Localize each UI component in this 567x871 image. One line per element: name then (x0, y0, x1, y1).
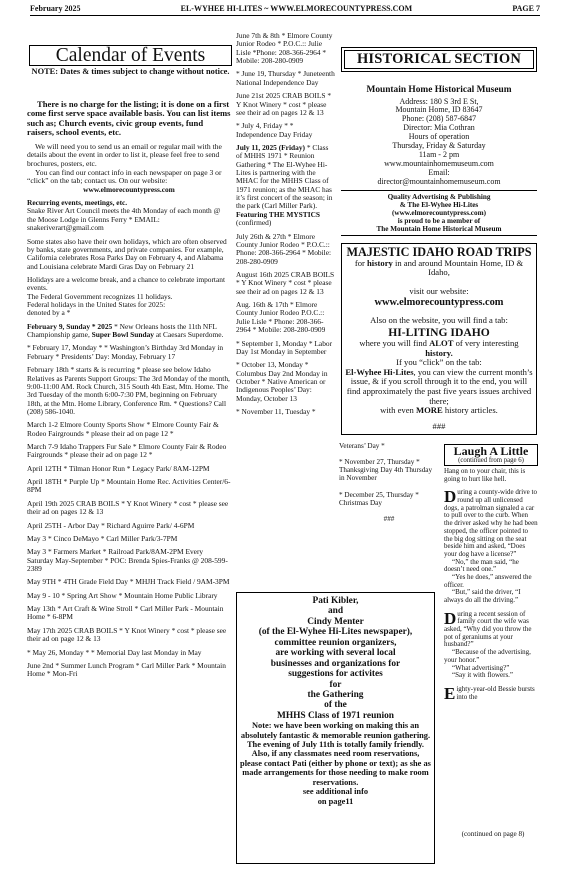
laugh-continued: (continued on page 8) (461, 830, 525, 838)
museum-name: Mountain Home Historical Museum (366, 85, 512, 95)
museum-city: Mountain Home, ID 83647 (395, 105, 483, 115)
reunion-see-more: see additional info (302, 787, 369, 797)
event-mar1: March 1-2 Elmore County Sports Show * Elmore County Fair & Rodeo Fairgrounds * please their ad on page 12 * (27, 420, 219, 438)
event-july11-featuring: Featuring THE MYSTICS (236, 209, 321, 219)
laugh-subtitle: (continued from page 6) (458, 457, 524, 464)
holidays-text-1: Holidays are a welcome break, and a chance to celebrate important events. (27, 274, 226, 293)
laugh-text: Hang on to your chair, this is going to hurt like hell. During a county-wide drive to round up all unlicensed dogs, a patrolman signaled a car to pull over to the curb. When the driver asked why he had been stopped, the officer pointed to the big dog sitting on the seat beside him and asked, “Does your dog have a license?” “No,” the man said, “he doesn’t need one.” “Yes he does,” answered the officer. “But,” said the driver, “I always do all the driving.” During a recent session of family court the wife was asked, “Why did you throw the pot of geraniums at your husband?” “Because of the advertising, your honor.” “What advertising?” “Say it with flowers.” Eighty-year-old Bessie bursts into the (444, 467, 538, 703)
majestic-also: Also on the website, you will find a tab: (370, 315, 508, 326)
holidays-text-4: denoted by a * (27, 308, 71, 318)
header-date: February 2025 (30, 4, 81, 14)
event-veterans-day: Veterans’ Day * (339, 442, 385, 450)
events-column-2 (236, 32, 336, 584)
calendar-intro: There is no charge for the listing; it is done on a first come first serve space available basis. You can list items such as; Church events, civic group events, fund raisers, school events, etc. (27, 100, 231, 138)
event-july11-confirmed: (confirmed) (236, 218, 272, 228)
majestic-end-mark: ### (432, 420, 446, 431)
laugh-title: Laugh A Little (453, 444, 529, 458)
majestic-website: www.elmorecountypress.com (374, 296, 504, 308)
event-may13: May 13th * Art Craft & Wine Stroll * Carl Miller Park - Mountain Home * 6-8PM (27, 604, 224, 622)
event-mar7: March 7-9 Idaho Trappers Fur Sale * Elmore County Fair & Rodeo Fairgrounds * please their ad on page 12 * (27, 442, 227, 460)
museum-email-label: Email: (428, 168, 450, 178)
meetings-heading: Recurring events, meetings, etc. (27, 198, 128, 208)
event-may9-10: May 9 - 10 * Spring Art Show * Mountain Home Public Library (27, 590, 218, 600)
event-apr18: April 18TH * Purple Up * Mountain Home Rec. Activities Center/6-8PM (27, 477, 231, 495)
event-june7: June 7th & 8th * Elmore County Junior Rodeo * P.O.C.:: Julie Lisle *Phone: 208-366-2964 * Mobile: 208-280-0909 (236, 32, 333, 66)
museum-address: Address: 180 S 3rd E St, (399, 96, 479, 106)
reunion-notice-box: Pati Kibler, and Cindy Menter (of the El-Wyhee Hi-Lites newspaper), committee reunion organizers, are working with several local businesses and organizations for suggestions for activites for the Gathering of the MHHS Class of 1971 reunion Note: we have been working on making this an absolutely fantastic & memorable reunion gathering. The evening of July 11th is totally family friendly. Also, if any classmates need room reservations, please contact Pati (either by phone or text); as she as made arrangements for those needing to make room reservations. see additional info on page11 (236, 592, 435, 864)
event-june2: June 2nd * Summer Lunch Program * Carl Miller Park * Mountain Home * Mon-Fri (27, 660, 226, 679)
event-feb17: * February 17, Monday * * Washington’s Birthday 3rd Monday in February * Presidents’ Day: Monday, February 17 (27, 343, 224, 361)
event-may26: * May 26, Monday * * Memorial Day last Monday in May (27, 647, 202, 657)
event-june19: * June 19, Thursday * Juneteenth National Independence Day (236, 69, 335, 87)
header-title: EL-WYHEE HI-LITES ~ WWW.ELMORECOUNTYPRESS.COM (180, 4, 413, 14)
event-july4: * July 4, Friday * * Independence Day Friday (236, 121, 313, 139)
event-nov11: * November 11, Tuesday * (236, 407, 316, 417)
majestic-archive: El-Wyhee Hi-Lites, you can view the current month’s issue, & if you scroll through it to the end, you will find approximately the past five years issues archived there; (345, 366, 533, 406)
event-christmas: * December 25, Thursday * Christmas Day (339, 490, 419, 507)
event-may9: May 9TH * 4TH Grade Field Day * MHJH Track Field / 9AM-3PM (27, 577, 230, 587)
event-thanksgiving: * November 27, Thursday * Thanksgiving Day 4th Thursday in November (339, 458, 433, 483)
holidays-continued (339, 442, 439, 531)
laugh-title-box (444, 444, 538, 466)
majestic-tab: HI-LITING IDAHO (388, 325, 490, 339)
event-may3-cinco: May 3 * Cinco DeMayo * Carl Miller Park/3-7PM (27, 533, 178, 543)
event-aug16-crab: August 16th 2025 CRAB BOILS * Y Knot Winery * cost * please see their ad on pages 12 & 13 (236, 269, 335, 296)
majestic-history: history. (425, 347, 453, 358)
reunion-note: Note: we have been working on making this an absolutely fantastic & memorable reunion gathering. The evening of July 11th is totally family friendly. Also, if any classmates need room reservations, please contact Pati (either by phone or text); as she as made arrangements for those needing to make room reservations. (240, 721, 431, 787)
majestic-more: with even MORE history articles. (380, 405, 498, 416)
majestic-idaho-box (341, 243, 537, 435)
museum-website: www.mountainhomemuseum.com (384, 159, 494, 169)
event-may3-market: May 3 * Farmers Market * Railroad Park/8AM-2PM Every Saturday May-September * POC: Brenda Spies-Franks @ 208-599-2389 (27, 547, 228, 573)
laugh-a-little (444, 444, 538, 701)
historical-section-title: HISTORICAL SECTION (341, 47, 537, 72)
calendar-instructions: We will need you to send us an email or regular mail with the details about the event in order to list it, please feel free to send brochures, posters, etc. (27, 141, 222, 168)
event-june21: June 21st 2025 CRAB BOILS * Y Knot Winery * cost * please see their ad on pages 12 & 13 (236, 91, 332, 117)
calendar-note: NOTE: Dates & times subject to change without notice. (31, 67, 230, 76)
museum-days: Thursday, Friday & Saturday (392, 141, 486, 151)
reunion-page-ref: on page11 (317, 796, 354, 806)
event-may17: May 17th 2025 CRAB BOILS * Y Knot Winery * cost * please see their ad on page 12 & 13 (27, 625, 227, 644)
majestic-click: If you “click” on the tab: (396, 357, 482, 368)
calendar-contact: You can find our contact info in each newspaper on page 3 or “click” on the tab; contact us. On our website: (27, 167, 222, 186)
museum-phone: Phone: (208) 587-6847 (401, 114, 477, 124)
calendar-column (27, 100, 231, 866)
holidays-text-2: The Federal Government recognizes 11 holidays. (27, 291, 173, 301)
museum-hours-heading: Hours of operation (408, 132, 470, 142)
event-oct13: * October 13, Monday * Columbus Day 2nd Monday in October * Native American or Indigenous Peoples’ Day: Monday, October 13 (236, 360, 328, 403)
event-aug16-rodeo: Aug. 16th & 17th * Elmore County Junior Rodeo P.O.C.:: Julie Lisle * Phone: 208-366-2964 * Mobile: 208-280-0909 (236, 300, 326, 335)
event-july11: July 11, 2025 (Friday) * Class of MHHS 1971 * Reunion Gathering * The El-Wyhee Hi-Lites is partnering with the MHAC for the MHHS Class of 1971 reunion; as the MHAC has it’s first concert of the season; in the park (Carl Miller Park). (236, 142, 333, 211)
page-header (30, 3, 540, 16)
event-apr12: April 12TH * Tilman Honor Run * Legacy Park/ 8AM-12PM (27, 463, 210, 473)
meetings-text: Snake River Art Council meets the 4th Monday of each month @ the Moose Lodge in Glenns Ferry * EMAIL: snakeriverart@gmail.com (27, 206, 221, 233)
membership-notice: Quality Advertising & Publishing & The El-Wyhee Hi-Lites (www.elmorecountypress.com) is proud to be a member of The Mountain Home Historical Museum (341, 190, 537, 236)
event-apr19: April 19th 2025 CRAB BOILS * Y Knot Winery * cost * please see their ad on pages 12 & 13 (27, 498, 229, 517)
event-apr25: April 25TH - Arbor Day * Richard Aguirre Park/ 4-6PM (27, 520, 195, 530)
state-holidays-text: Some states also have their own holidays, which are often observed by banks, state governments, and private companies. For example, California celebrates Rosa Parks Day on February 4, and Alabama and Louisiana celebrate Mardi Gras Day on February 21 (27, 236, 227, 271)
header-page: PAGE 7 (512, 4, 540, 14)
event-sep1: * September 1, Monday * Labor Day 1st Monday in September (236, 338, 333, 356)
event-feb18: February 18th * starts & is recurring * please see below Idaho Relatives as Parents Support Groups: The 3rd Monday of the month, 9:00-11:00 AM. Rock Church, 315 South 4th East, Mtn. Home. The 3rd Tuesday of the month 6:00-7:30 PM, beginning on February 18th, at the Mtn. Home Library, Conference Rm. * Questions? Call (208) 586-1040. (27, 365, 230, 416)
majestic-where: where you will find ALOT of very interesting (359, 337, 519, 348)
museum-director: Director: Mia Cothran (403, 123, 475, 133)
holidays-text-3: Federal holidays in the United States for 2025: (27, 300, 166, 310)
holidays-end-mark: ### (383, 514, 395, 523)
majestic-intro: for history in and around Mountain Home, ID & Idaho, (354, 257, 524, 278)
calendar-website: www.elmorecountypress.com (83, 184, 175, 194)
museum-time: 11am - 2 pm (418, 150, 460, 160)
majestic-title: MAJESTIC IDAHO ROAD TRIPS (346, 245, 532, 259)
museum-email: director@mountainhomemuseum.com (377, 177, 501, 187)
majestic-visit: visit our website: (409, 286, 469, 297)
event-july26: July 26th & 27th * Elmore County Junior Rodeo * P.O.C.:: Phone: 208-366-2964 * Mobile: 208-280-0909 (236, 231, 332, 266)
event-feb9: February 9, Sunday * 2025 * New Orleans hosts the 11th NFL Championship game, Super Bowl Sunday at Caesars Superdome. (27, 321, 224, 340)
museum-info (341, 85, 537, 187)
calendar-title: Calendar of Events (29, 45, 232, 66)
